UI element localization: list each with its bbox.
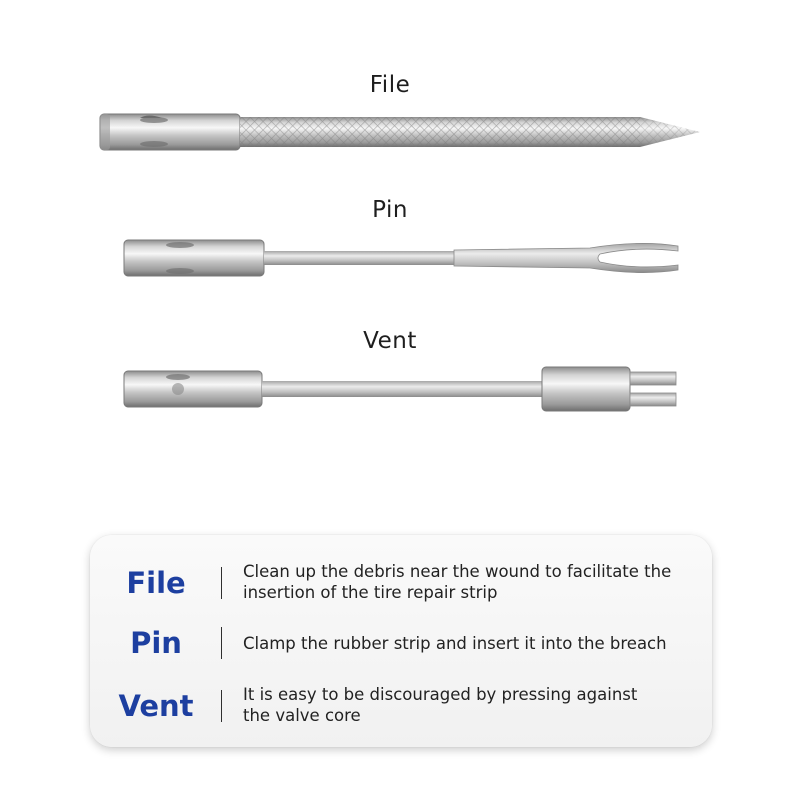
file-description: Clean up the debris near the wound to facilitate the insertion of the tire repair strip — [243, 562, 672, 602]
divider — [221, 690, 222, 722]
pin-name: Pin — [130, 626, 182, 660]
description-row-vent — [90, 676, 712, 736]
vent-tool-label: Vent — [363, 328, 417, 354]
file-name: File — [126, 566, 186, 600]
file-tool-label: File — [369, 72, 411, 98]
divider — [221, 627, 222, 659]
description-row-pin — [90, 613, 712, 673]
vent-description: It is easy to be discouraged by pressing against the valve core — [243, 685, 638, 725]
pin-tool-label: Pin — [372, 197, 408, 223]
file-tool-image — [0, 104, 720, 158]
pin-tool-image — [0, 232, 720, 284]
vent-tool-image — [0, 362, 720, 416]
pin-description: Clamp the rubber strip and insert it into the breach — [243, 634, 667, 653]
vent-name: Vent — [118, 689, 194, 723]
description-card — [90, 535, 712, 747]
divider — [221, 567, 222, 599]
description-row-file — [90, 553, 712, 613]
